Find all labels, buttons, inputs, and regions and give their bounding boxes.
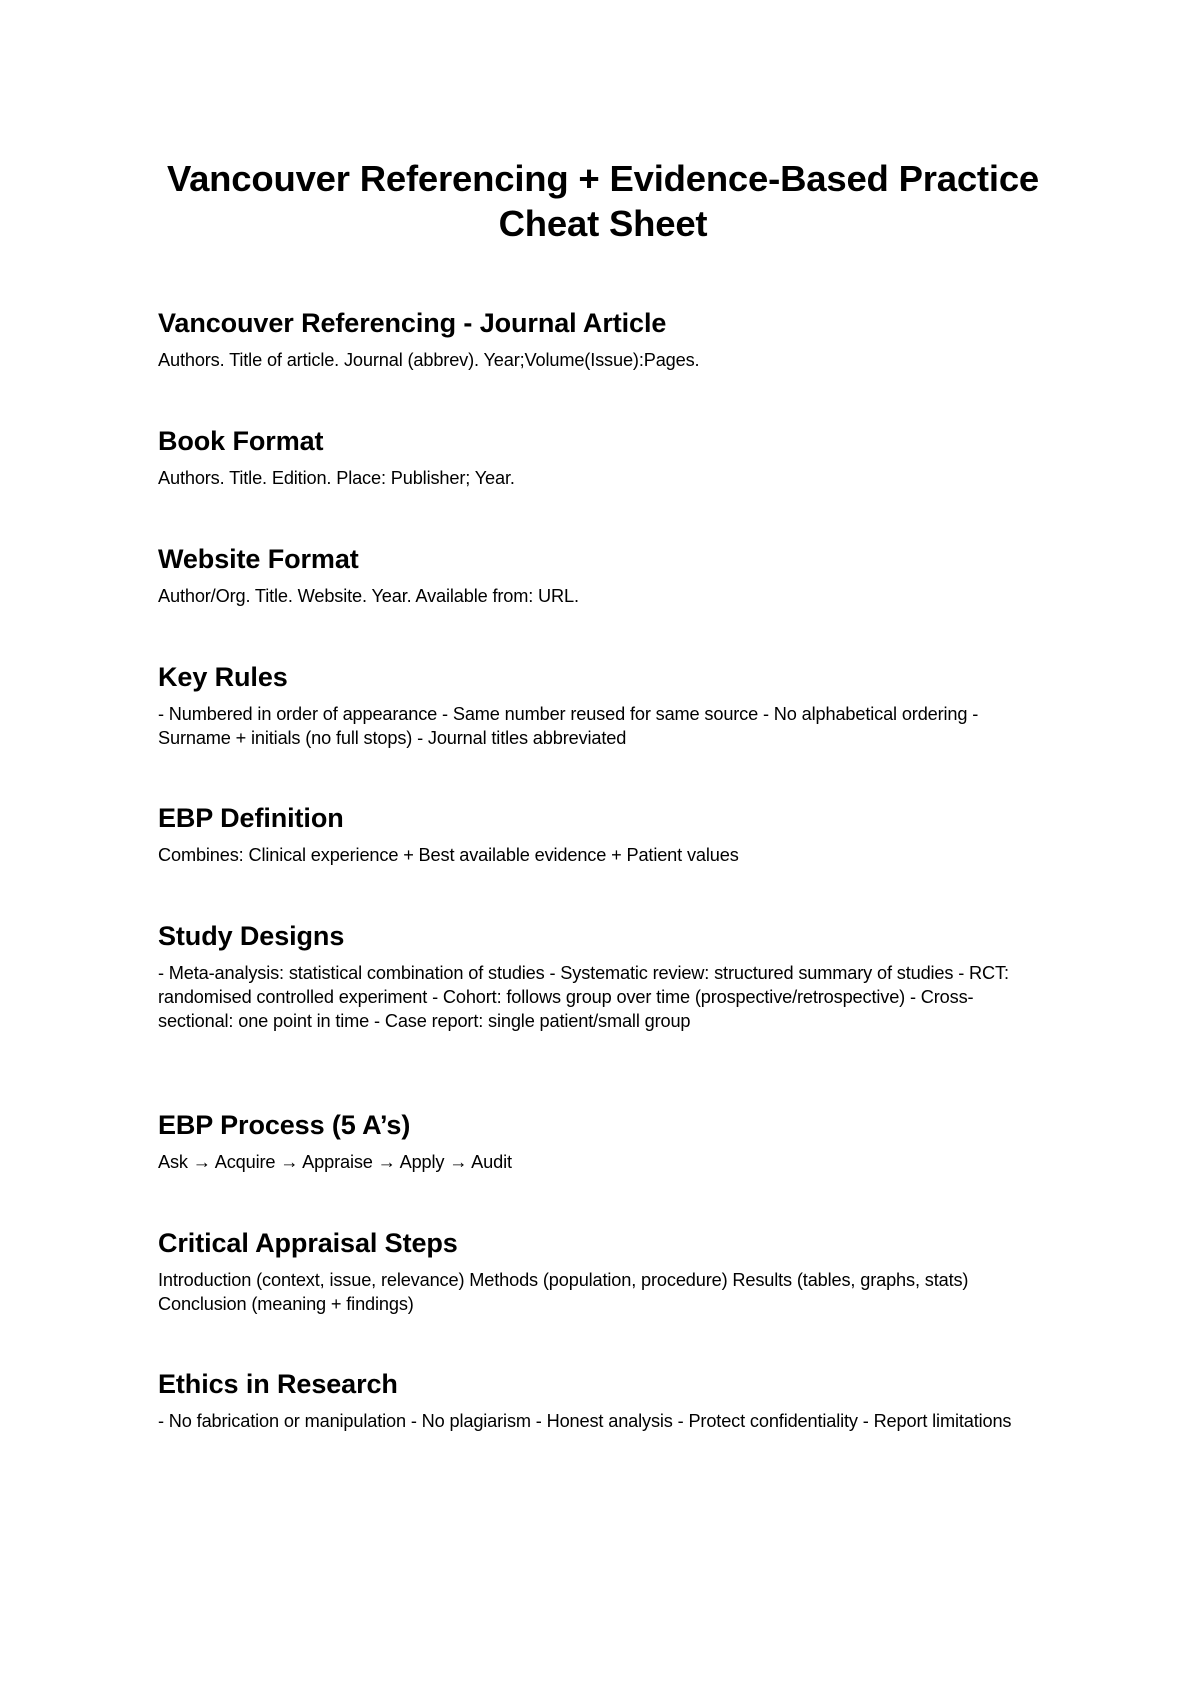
section-body: - Numbered in order of appearance - Same number reused for same source - No alphabetical ordering - Surname + initials (no full stops) - Journal titles abbreviated [158,704,979,748]
section-ebp-definition [158,801,1048,867]
section-heading: Key Rules [158,662,288,692]
document-page [158,156,1048,1431]
section-body: Authors. Title. Edition. Place: Publisher; Year. [158,468,515,488]
section-critical-appraisal [158,1226,1048,1316]
section-heading: Vancouver Referencing - Journal Article [158,308,667,338]
section-body: Authors. Title of article. Journal (abbrev). Year;Volume(Issue):Pages. [158,350,700,370]
section-body: - No fabrication or manipulation - No plagiarism - Honest analysis - Protect confidentiality - Report limitations [158,1411,1012,1431]
section-heading: Website Format [158,544,359,574]
section-heading: Ethics in Research [158,1369,398,1399]
section-study-designs [158,919,1048,1033]
section-body: Ask → Acquire → Appraise → Apply → Audit [158,1152,512,1172]
section-heading: EBP Process (5 A’s) [158,1110,411,1140]
section-ethics [158,1367,1048,1433]
section-journal-article [158,306,1048,372]
section-body: Author/Org. Title. Website. Year. Available from: URL. [158,586,579,606]
document-title: Vancouver Referencing + Evidence-Based Practice Cheat Sheet [166,158,1040,244]
section-body: Introduction (context, issue, relevance) Methods (population, procedure) Results (tables, graphs, stats) Conclusion (meaning + findings) [158,1270,969,1314]
section-heading: Book Format [158,426,324,456]
section-heading: Critical Appraisal Steps [158,1228,458,1258]
section-heading: EBP Definition [158,803,344,833]
section-ebp-process [158,1108,1048,1174]
section-heading: Study Designs [158,921,345,951]
section-body: Combines: Clinical experience + Best available evidence + Patient values [158,845,739,865]
section-key-rules [158,660,1048,750]
section-book-format [158,424,1048,490]
section-body: - Meta-analysis: statistical combination of studies - Systematic review: structured summary of studies - RCT: randomised controlled experiment - Cohort: follows group over time (prospective/retrospective) - Cross-sectional: one point in time - Case report: single patient/small group [158,963,1009,1031]
section-website-format [158,542,1048,608]
